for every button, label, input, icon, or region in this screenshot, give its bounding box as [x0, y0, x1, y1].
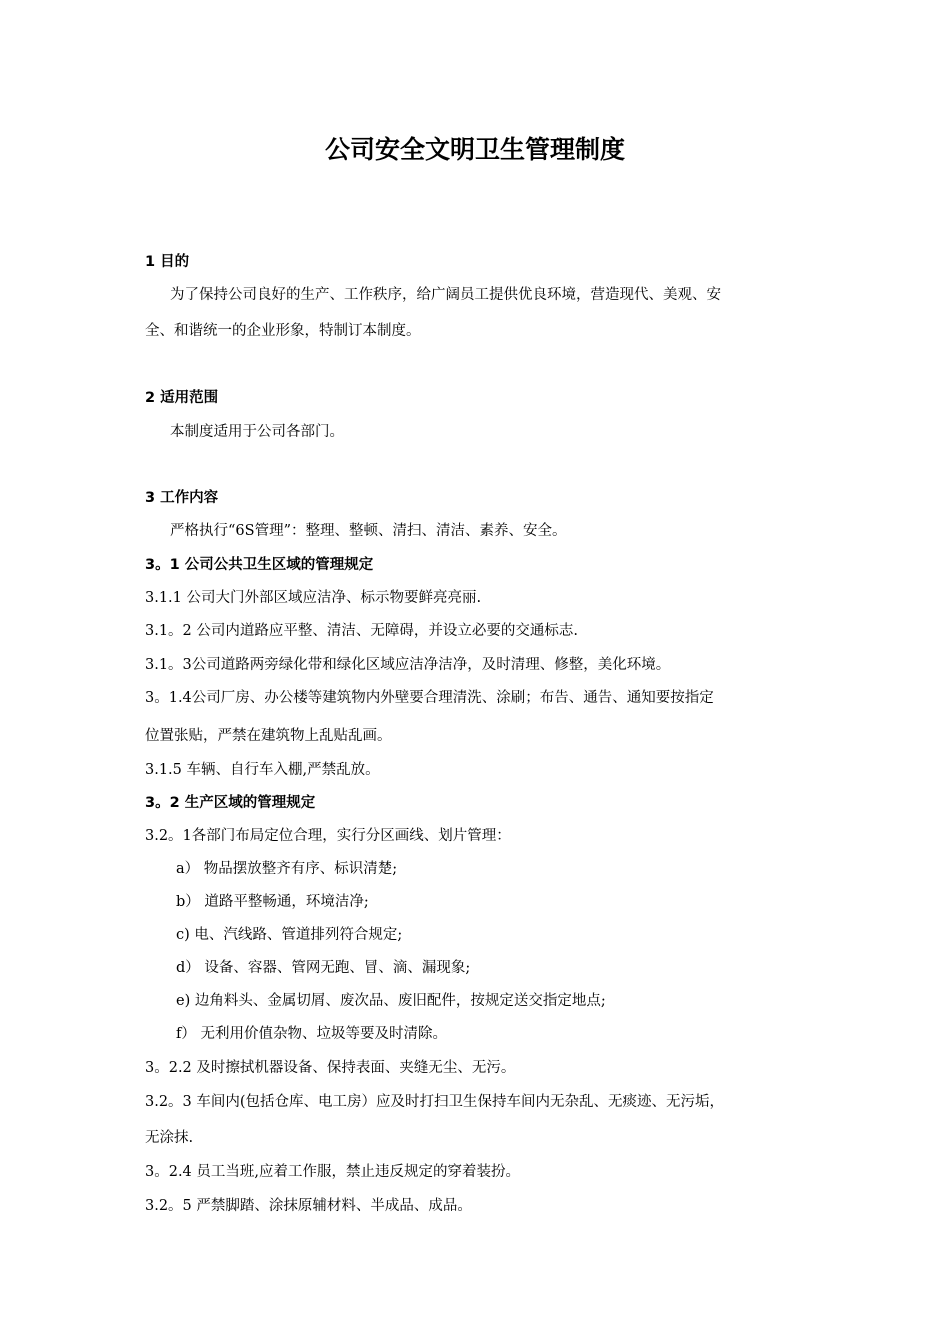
page-title: 公司安全文明卫生管理制度 [324, 135, 625, 164]
clause-3-2-1: 3.2。1各部门布局定位合理，实行分区画线、划片管理： [145, 828, 511, 844]
section-1-paragraph-line-2: 全、和谐统一的企业形象，特制订本制度。 [145, 323, 421, 339]
clause-3-2-3-line-2: 无涂抹. [145, 1130, 194, 1146]
clause-3-1-4-line-1: 3。1.4公司厂房、办公楼等建筑物内外壁要合理清洗、涂刷；布告、通告、通知要按指定 [145, 690, 714, 706]
section-3-heading: 3 工作内容 [145, 490, 219, 506]
section-1-heading: 1 目的 [145, 254, 190, 270]
list-item-f: f） 无利用价值杂物、垃圾等要及时清除。 [176, 1026, 447, 1042]
list-item-d: d） 设备、容器、管网无跑、冒、滴、漏现象; [176, 960, 471, 976]
clause-3-1-4-line-2: 位置张贴，严禁在建筑物上乱贴乱画。 [145, 728, 392, 744]
clause-3-1-2: 3.1。2 公司内道路应平整、清洁、无障碍，并设立必要的交通标志. [145, 623, 579, 639]
clause-3-1-1: 3.1.1 公司大门外部区域应洁净、标示物要鲜亮亮丽. [145, 590, 482, 606]
list-item-a: a） 物品摆放整齐有序、标识清楚; [176, 861, 398, 877]
clause-3-1-3: 3.1。3公司道路两旁绿化带和绿化区域应洁净洁净，及时清理、修整，美化环境。 [145, 657, 671, 673]
clause-3-2-2: 3。2.2 及时擦拭机器设备、保持表面、夹缝无尘、无污。 [145, 1060, 516, 1076]
section-2-heading: 2 适用范围 [145, 390, 219, 406]
list-item-b: b） 道路平整畅通，环境洁净; [176, 894, 369, 910]
section-3-paragraph: 严格执行“6S管理”：整理、整顿、清扫、清洁、素养、安全。 [170, 523, 567, 539]
list-item-e: e) 边角料头、金属切屑、废次品、废旧配件，按规定送交指定地点; [176, 993, 606, 1009]
clause-3-2-5: 3.2。5 严禁脚踏、涂抹原辅材料、半成品、成品。 [145, 1198, 472, 1214]
section-2-paragraph: 本制度适用于公司各部门。 [170, 424, 344, 440]
section-1-paragraph-line-1: 为了保持公司良好的生产、工作秩序，给广阔员工提供优良环境，营造现代、美观、安 [170, 287, 721, 303]
section-3-2-heading: 3。2 生产区域的管理规定 [145, 795, 316, 811]
list-item-c: c) 电、汽线路、管道排列符合规定; [176, 927, 403, 943]
section-3-1-heading: 3。1 公司公共卫生区域的管理规定 [145, 557, 374, 573]
clause-3-1-5: 3.1.5 车辆、自行车入棚,严禁乱放。 [145, 762, 380, 778]
clause-3-2-3-line-1: 3.2。3 车间内(包括仓库、电工房）应及时打扫卫生保持车间内无杂乱、无痰迹、无污垢， [145, 1094, 725, 1110]
clause-3-2-4: 3。2.4 员工当班,应着工作服，禁止违反规定的穿着装扮。 [145, 1164, 521, 1180]
